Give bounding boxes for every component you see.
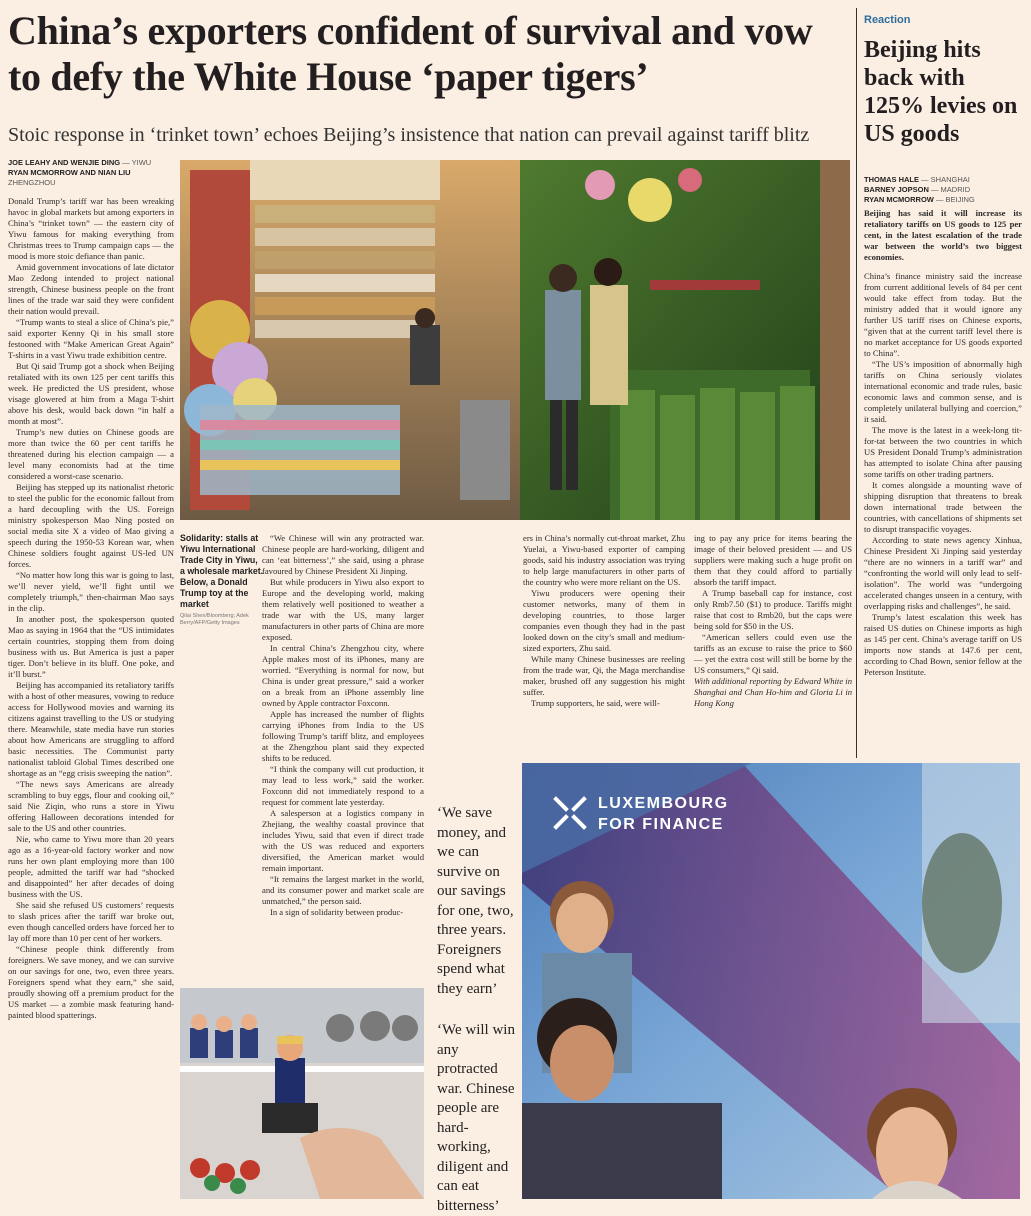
paragraph: Beijing has stepped up its nationalist rhetoric to steel the public for the economic fallout from a hard decoupling with the US. Foreign ministry spokesperson Mao Ning posted on social media site X a video of Mao giving a speech during the 1950-53 Korean war, when Chinese soldiers fought against US-led UN forces. (8, 482, 174, 569)
paragraph: A Trump baseball cap for instance, cost only Rmb7.50 ($1) to produce. Tariffs might raise that cost to Rmb20, but the caps were being sold for $50 in the US. (694, 588, 852, 631)
paragraph: According to state news agency Xinhua, Chinese President Xi Jinping said yesterday “there are no winners in a tariff war” and “confronting the world will only lead to self-isolation”. The world was “undergoing accelerated changes unseen in a century, with overlapping risks and challenges”, he said. (864, 535, 1022, 611)
paragraph: ers in China’s normally cut-throat market, Zhu Yuelai, a Yiwu-based exporter of camping goods, said his industry association was trying to help large manufacturers in other parts of the country who were more reliant on the US. (523, 533, 685, 587)
byline-line: JOE LEAHY AND WENJIE DING — YIWU (8, 158, 152, 167)
paragraph: “Chinese people think differently from foreigners. We save money, and we can survive on our savings for one, two, even three years. Foreigners spend what they earn,” she said, proudly showing off a premium product for the US market — a zombie mask featuring hand-painted blood spatterings. (8, 944, 174, 1020)
article-headline: China’s exporters confident of survival and vow to defy the White House ‘paper tigers’ (8, 8, 813, 99)
paragraph: She said she refused US customers’ requests to slash prices after the tariff war broke out, even though cancelled orders have forced her to lay off more than 10 per cent of her workers. (8, 900, 174, 943)
paragraph: Beijing has accompanied its retaliatory tariffs with a host of other measures, vowing to reduce access for Hollywood movies and warning its citizens against travelling to the US or studying there. Meanwhile, state media have run stories about how Americans are struggling to afford basic necessities. The Communist party nationalist tabloid Global Times described one shortage as an “egg crisis sweeping the nation”. (8, 680, 174, 778)
byline-line: RYAN MCMORROW — BEIJING (864, 195, 975, 204)
ad-background-illustration (522, 763, 1020, 1199)
byline-line: RYAN MCMORROW AND NIAN LIU (8, 168, 131, 177)
paragraph: Nie, who came to Yiwu more than 20 years ago as a 16-year-old factory worker and now runs her own plant employing more than 100 people, admitted the tariff war had “shocked and disappointed” her after decades of doing business with the US. (8, 834, 174, 899)
paragraph: But while producers in Yiwu also export to Europe and the developing world, making them relatively well positioned to weather a trade war with the US, many larger manufacturers in other parts of China are more exposed. (262, 577, 424, 642)
luxembourg-x-logo-icon (552, 795, 588, 831)
article-standfirst: Stoic response in ‘trinket town’ echoes Beijing’s insistence that nation can prevail against tariff blitz (8, 124, 810, 146)
trump-toy-illustration (180, 988, 424, 1199)
pull-quote-1: ‘We save money, and we can survive on our savings for one, two, three years. Foreigners spend what they earn’ (437, 805, 514, 997)
article-byline (8, 158, 178, 188)
paragraph: Trump’s new duties on Chinese goods are more than twice the 60 per cent tariffs he threatened during his election campaign — a level many economists had at the time considered a worst-case scenario. (8, 427, 174, 481)
market-stalls-photo (180, 160, 850, 520)
market-stalls-illustration (180, 160, 850, 520)
byline-line: THOMAS HALE — SHANGHAI (864, 175, 970, 184)
article-column-1 (8, 196, 174, 1199)
paragraph: “No matter how long this war is going to last, we’ll never yield, we’ll fight until we completely triumph,” then-chairman Mao says in the clip. (8, 570, 174, 613)
paragraph: But Qi said Trump got a shock when Beijing retaliated with its own 125 per cent tariffs this week. He predicted the US president, whose visage glowered at him from a Maga T-shirt above his desk, would back down “in half a month at most”. (8, 361, 174, 426)
paragraph: “It remains the largest market in the world, and its consumer power and market scale are unmatched,” the person said. (262, 874, 424, 906)
paragraph: In another post, the spokesperson quoted Mao as saying in 1964 that the “US intimidates certain countries, stopping them from doing business with us. But America is just a paper tiger. Don’t believe in its bluff. One poke, and it’ll burst.” (8, 614, 174, 679)
paragraph: The move is the latest in a week-long tit-for-tat between the two countries in which US President Donald Trump’s administration has attempted to isolate China after pausing some tariffs on other trading partners. (864, 425, 1022, 479)
paragraph: It comes alongside a mounting wave of shipping disruption that threatens to break down international trade between the countries, with cancellations of shipments set to disrupt transpacific voyages. (864, 480, 1022, 534)
sidebar-intro: Beijing has said it will increase its retaliatory tariffs on US goods to 125 per cent, in the latest escalation of the trade war between the world’s two biggest economies. (864, 208, 1022, 262)
paragraph: “The news says Americans are already scrambling to buy eggs, flour and cooking oil,” said Nie Ziqin, who runs a store in Yiwu offering Halloween decorations intended for sale to the US and other countries. (8, 779, 174, 833)
ad-brand-line-2: FOR FINANCE (598, 816, 724, 833)
reaction-label: Reaction (864, 14, 911, 26)
paragraph: “American sellers could even use the tariffs as an excuse to raise the price to $60 — yet the extra cost will still be borne by the US consumers,” Qi said. (694, 632, 852, 675)
paragraph: Donald Trump’s tariff war has been wreaking havoc in global markets but among exporters in China’s “trinket town” — the eastern city of Yiwu famous for making everything from Christmas trees to Trump campaign caps — the mood is more stoic defiance than panic. (8, 196, 174, 261)
paragraph: Apple has increased the number of flights carrying iPhones from India to the US following Trump’s tariff blitz, and employees at the Zhengzhou plant said they expected shifts to be reduced. (262, 709, 424, 763)
paragraph: China’s finance ministry said the increase from current additional levels of 84 per cent would take effect from today. But the ministry added that it would ignore any further US tariff rises on Chinese exports, “given that at the current tariff level there is no market acceptance for US goods exported to China”. (864, 271, 1022, 358)
paragraph: Trump’s latest escalation this week has raised US duties on Chinese imports as high as 145 per cent. China’s average tariff on US imports now stands at 147.6 per cent, according to Chad Bown, senior fellow at the Peterson Institute. (864, 612, 1022, 677)
paragraph: “I think the company will cut production, it may lead to less work,” said the worker. Foxconn did not immediately respond to a request for comment late yesterday. (262, 764, 424, 807)
caption-text: Solidarity: stalls at Yiwu International Trade City in Yiwu, a wholesale market. Below, a Donald Trump toy at the market (180, 533, 264, 609)
ad-brand-line-1: LUXEMBOURG (598, 795, 729, 812)
trump-toy-photo (180, 988, 424, 1199)
paragraph: “Trump wants to steal a slice of China’s pie,” said exporter Kenny Qi in his small store festooned with “Make American Great Again” T-shirts in a vast Yiwu trade exhibition centre. (8, 317, 174, 360)
paragraph: A salesperson at a logistics company in Zhejiang, the wealthy coastal province that includes Yiwu, said that even if direct trade with the US was reduced and exporters diversified, the American market would remain important. (262, 808, 424, 873)
paragraph: In central China’s Zhengzhou city, where Apple makes most of its iPhones, many are worried. “Everything is normal for now, but China is under great pressure,” said a worker on a break from an iPhone assembly line owned by Apple contractor Foxconn. (262, 643, 424, 708)
article-column-4 (523, 533, 685, 709)
paragraph: ing to pay any price for items bearing the image of their beloved president — and US suppliers were making such a huge profit on them that they could afford to partially absorb the tariff impact. (694, 533, 852, 587)
paragraph: Amid government invocations of late dictator Mao Zedong intended to project national strength, Chinese business people on the front lines of the trade war said they were confident their nation would prevail. (8, 262, 174, 316)
ad-brand-text (598, 793, 729, 835)
article-column-3 (262, 533, 424, 918)
paragraph: Yiwu producers were opening their customer networks, many of them in developing countries, to those larger companies even though they had in the past looked down on the city’s small and medium-sized exporters, Zhu said. (523, 588, 685, 653)
byline-line: BARNEY JOPSON — MADRID (864, 185, 971, 194)
sidebar-headline: Beijing hits back with 125% levies on US goods (864, 37, 1018, 147)
paragraph: “We Chinese will win any protracted war. Chinese people are hard-working, diligent and can ‘eat bitterness’,” she said, using a phrase favoured by Chinese President Xi Jinping. (262, 533, 424, 576)
additional-reporting: With additional reporting by Edward White in Shanghai and Chan Ho-him and Gloria Li in Hong Kong (694, 676, 852, 708)
photo-credit: Qilai Shen/Bloomberg; Adek Berry/AFP/Getty Images (180, 613, 249, 626)
paragraph: Trump supporters, he said, were will- (531, 698, 660, 708)
sidebar-byline (864, 175, 1024, 205)
pull-quote-2: ‘We will win any protracted war. Chinese people are hard-working, diligent and can eat bitterness’ (437, 1022, 515, 1214)
byline-line: ZHENGZHOU (8, 178, 56, 187)
article-column-5 (694, 533, 852, 709)
column-divider (856, 8, 857, 758)
luxembourg-finance-ad[interactable] (522, 763, 1020, 1199)
photo-caption (180, 533, 265, 627)
paragraph: In a sign of solidarity between produc- (270, 907, 404, 917)
sidebar-body (864, 208, 1022, 678)
paragraph: “The US’s imposition of abnormally high tariffs on China seriously violates international economic and trade rules, basic economic laws and common sense, and is completely unilateral bullying and coercion,” it said. (864, 359, 1022, 424)
paragraph: While many Chinese businesses are reeling from the trade war, Qi, the Maga merchandise maker, brushed off any suggestion his might suffer. (523, 654, 685, 697)
